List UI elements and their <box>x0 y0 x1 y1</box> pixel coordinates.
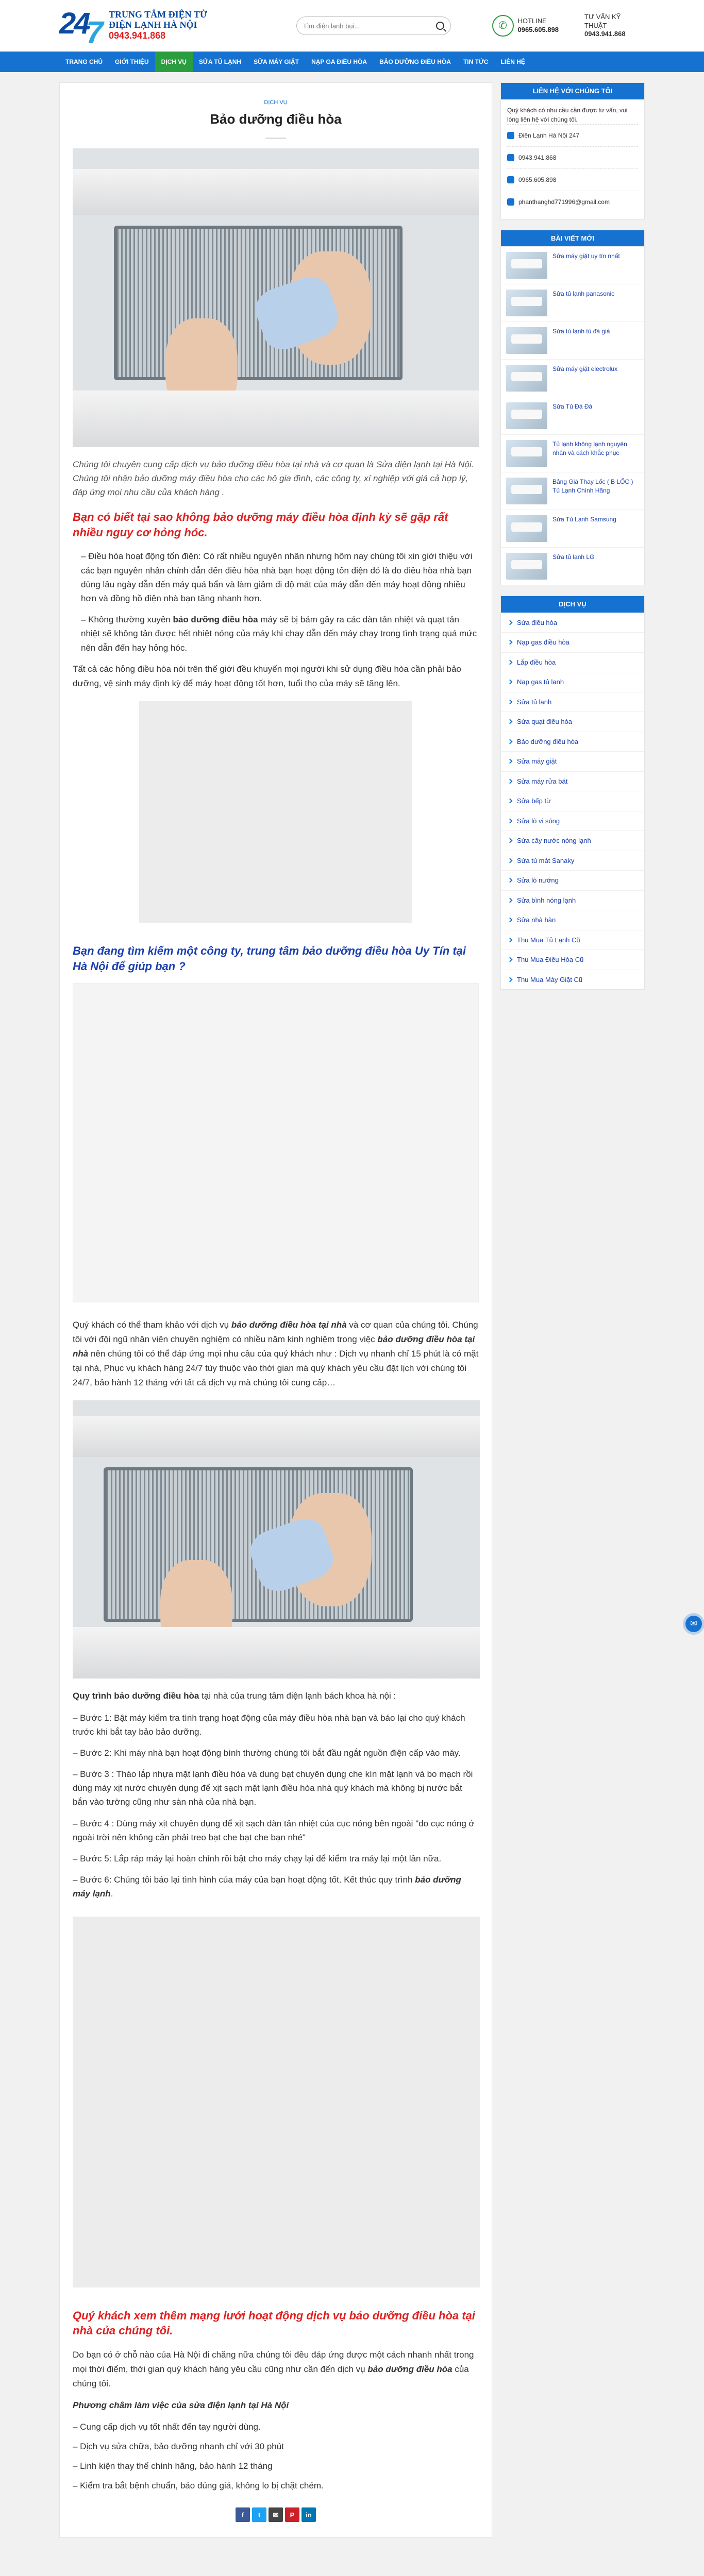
logo-line1: TRUNG TÂM ĐIỆN TỬ <box>109 9 208 20</box>
post-thumbnail <box>506 553 547 580</box>
motto-item: – Dịch vụ sửa chữa, bảo dưỡng nhanh chỉ với 30 phút <box>73 2442 284 2452</box>
bullet-1: – Điều hòa hoạt động tốn điện: Có rất nhiều nguyên nhân nhưng hôm nay chúng tôi xin giới thiệu với các bạn nguyên nhân chính dẫn đến điều hòa nhà bạn hoạt động tốn điện đó là do điều hòa nhà bạn dùng lâu ngày dẫn đến máy quá bẩn và làm giảm đi độ mát của máy dẫn đến máy hoạt động nhiều hơn và đồng hồ điện nhà bạn tăng nhanh hơn. <box>81 551 473 603</box>
service-item[interactable] <box>501 950 644 970</box>
category-link[interactable]: DỊCH VỤ <box>264 99 288 106</box>
contact-description: Quý khách có nhu cầu cần được tư vấn, vui lòng liên hệ với chúng tôi. <box>507 106 628 123</box>
messenger-icon[interactable]: ✉ <box>685 1616 702 1632</box>
motto-item: – Kiểm tra bắt bệnh chuẩn, báo đúng giá, không lo bị chặt chém. <box>73 2481 324 2491</box>
recent-post-title[interactable]: Sửa Tủ Đá Đà <box>552 403 593 410</box>
nav-item-7[interactable]: TIN TỨC <box>463 58 489 65</box>
support-label: TƯ VẤN KỸ THUẬT <box>584 12 621 29</box>
chevron-right-icon <box>508 818 513 823</box>
chevron-right-icon <box>508 699 513 704</box>
nav-item-4[interactable]: SỬA MÁY GIẶT <box>254 58 299 65</box>
chevron-right-icon <box>508 620 513 625</box>
service-item[interactable] <box>501 751 644 771</box>
motto-heading: Phương châm làm việc của sửa điện lạnh tại Hà Nội <box>73 2400 289 2411</box>
contact-row-text: 0943.941.868 <box>518 154 557 161</box>
service-item[interactable] <box>501 711 644 732</box>
service-item-label: Sửa quạt điều hòa <box>517 718 573 725</box>
nav-item-2[interactable]: DỊCH VỤ <box>155 52 193 72</box>
motto-item: – Linh kiện thay thế chính hãng, bảo hành 12 tháng <box>73 2461 273 2471</box>
service-item[interactable] <box>501 791 644 811</box>
service-item-label: Nạp gas tủ lạnh <box>517 678 564 686</box>
recent-post-item[interactable] <box>501 246 644 284</box>
title-divider <box>265 138 286 139</box>
service-item-label: Sửa bếp từ <box>517 797 551 805</box>
chevron-right-icon <box>508 957 513 962</box>
pinterest-share-button[interactable]: P <box>285 2507 299 2522</box>
hotline-number[interactable]: 0965.605.898 <box>517 26 559 33</box>
chevron-right-icon <box>508 799 513 804</box>
post-thumbnail <box>506 515 547 542</box>
nav-item-5[interactable]: NẠP GA ĐIỀU HÒA <box>311 58 367 65</box>
service-item-label: Sửa lò vi sóng <box>517 817 560 825</box>
chevron-right-icon <box>508 918 513 923</box>
service-item-label: Sửa bình nóng lạnh <box>517 896 576 904</box>
chevron-right-icon <box>508 659 513 665</box>
nav-item-0[interactable]: TRANG CHỦ <box>65 58 103 65</box>
post-thumbnail <box>506 252 547 279</box>
site-logo[interactable] <box>59 5 214 49</box>
recent-post-title[interactable]: Bảng Giá Thay Lốc ( B LỐC ) Tủ Lạnh Chính Hãng <box>552 478 633 494</box>
chevron-right-icon <box>508 719 513 724</box>
chevron-right-icon <box>508 937 513 942</box>
chevron-right-icon <box>508 680 513 685</box>
motto-list <box>73 2420 479 2493</box>
service-item[interactable] <box>501 672 644 692</box>
services-widget <box>500 596 645 990</box>
hotline-block <box>492 15 559 37</box>
linkedin-share-button[interactable]: in <box>301 2507 316 2522</box>
recent-post-title[interactable]: Sửa máy giặt electrolux <box>552 365 618 372</box>
service-item[interactable] <box>501 870 644 890</box>
process-intro: Quy trình bảo dưỡng điều hòa tại nhà của trung tâm điện lạnh bách khoa hà nội : <box>73 1691 396 1701</box>
chevron-right-icon <box>508 897 513 903</box>
facebook-share-button[interactable]: f <box>236 2507 250 2522</box>
contact-info-icon <box>507 154 514 161</box>
contact-info-icon <box>507 132 514 139</box>
chevron-right-icon <box>508 640 513 645</box>
recent-post-item[interactable] <box>501 547 644 585</box>
nav-item-1[interactable]: GIỚI THIỆU <box>115 58 149 65</box>
post-thumbnail <box>506 402 547 429</box>
bullet-2: – Không thường xuyên bảo dưỡng điều hòa máy sẽ bị bám gây ra các dàn tản nhiệt và quạt tản nhiệt sẽ không tản được hết nhiệt nóng của máy khi chạy dẫn đến máy chạy trong tình trạng quá mức nên dẫn đến hay hỏng hóc. <box>81 615 477 653</box>
service-item[interactable] <box>501 632 644 652</box>
service-item[interactable] <box>501 771 644 791</box>
service-item-label: Sửa tủ lạnh <box>517 698 552 706</box>
process-steps <box>73 1711 479 1901</box>
service-item-label: Thu Mua Điều Hòa Cũ <box>517 956 584 963</box>
nav-item-6[interactable]: BẢO DƯỠNG ĐIỀU HÒA <box>379 58 451 65</box>
chevron-right-icon <box>508 739 513 744</box>
site-header <box>0 0 704 52</box>
service-item[interactable] <box>501 910 644 930</box>
article-image-2 <box>73 1400 480 1679</box>
recent-post-item[interactable] <box>501 321 644 359</box>
recent-post-title[interactable]: Sửa Tủ Lạnh Samsung <box>552 516 616 523</box>
service-item-label: Bảo dưỡng điều hòa <box>517 737 579 745</box>
recent-post-item[interactable] <box>501 434 644 472</box>
share-buttons <box>73 2507 479 2522</box>
recent-posts-title: BÀI VIẾT MỚI <box>501 230 644 247</box>
section-heading-1: Bạn có biết tại sao không bảo dưỡng máy điều hòa định kỳ sẽ gặp rất nhiều nguy cơ hỏng hóc. <box>73 511 448 539</box>
logo-phone: 0943.941.868 <box>109 30 166 41</box>
contact-row-text: 0965.605.898 <box>518 176 557 183</box>
recent-post-title[interactable]: Sửa tủ lạnh tủ đá giá <box>552 328 610 335</box>
image-caption: Chúng tôi chuyên cung cấp dịch vụ bảo dưỡng điều hòa tại nhà và cơ quan là Sửa điện lạnh tại Hà Nội. Chúng tôi nhận bảo dưỡng máy điều hòa cho các hộ gia đình, các công ty, xí nghiệp với giá cả hợp lý, đáp ứng mọi nhu cầu của khách hàng . <box>73 459 474 497</box>
service-item[interactable] <box>501 732 644 752</box>
contact-row[interactable] <box>507 124 638 146</box>
contact-row-text: phanthanghd771996@gmail.com <box>518 198 610 206</box>
search-box <box>296 16 451 35</box>
motto-item: – Cung cấp dịch vụ tốt nhất đến tay người dùng. <box>73 2422 261 2432</box>
search-icon[interactable] <box>436 22 444 30</box>
service-item-label: Sửa nhà hàn <box>517 916 556 924</box>
nav-item-8[interactable]: LIÊN HỆ <box>500 58 525 65</box>
service-item[interactable] <box>501 652 644 672</box>
logo-line2: ĐIỆN LẠNH HÀ NỘI <box>109 20 197 30</box>
chevron-right-icon <box>508 977 513 982</box>
service-item[interactable] <box>501 613 644 633</box>
article-image-1 <box>73 148 479 447</box>
post-thumbnail <box>506 327 547 354</box>
post-thumbnail <box>506 440 547 467</box>
chevron-right-icon <box>508 878 513 883</box>
section-heading-3: Quý khách xem thêm mạng lưới hoạt động dịch vụ bảo dưỡng điều hòa tại nhà của chúng tôi. <box>73 2309 475 2337</box>
email-share-button[interactable]: ✉ <box>269 2507 283 2522</box>
contact-row[interactable] <box>507 168 638 191</box>
recent-posts-widget <box>500 230 645 586</box>
recent-post-item[interactable] <box>501 359 644 397</box>
search-input[interactable] <box>303 22 436 30</box>
recent-post-title[interactable]: Tủ lạnh không lạnh nguyên nhân và cách khắc phục <box>552 440 627 456</box>
embedded-video-placeholder[interactable] <box>73 983 479 1302</box>
service-item[interactable] <box>501 692 644 712</box>
embedded-map-placeholder <box>139 701 412 923</box>
contact-widget <box>500 82 645 219</box>
recent-post-title[interactable]: Sửa máy giặt uy tín nhất <box>552 252 620 260</box>
service-item[interactable] <box>501 851 644 871</box>
contact-row[interactable] <box>507 191 638 213</box>
step-5: – Bước 5: Lắp ráp máy lại hoàn chỉnh rồi bật cho máy chạy lại để kiểm tra máy lại một lần nữa. <box>73 1854 442 1863</box>
service-item-label: Lắp điều hòa <box>517 658 556 666</box>
service-item-label: Sửa máy rửa bát <box>517 777 568 785</box>
main-nav <box>0 52 704 72</box>
chevron-right-icon <box>508 838 513 843</box>
service-item[interactable] <box>501 811 644 831</box>
twitter-share-button[interactable]: t <box>252 2507 266 2522</box>
sidebar <box>500 82 645 1000</box>
support-block <box>584 13 645 39</box>
step-2: – Bước 2: Khi máy nhà bạn hoạt động bình thường chúng tôi bắt đầu ngắt nguồn điện cấp vào máy. <box>73 1748 461 1758</box>
service-item[interactable] <box>501 930 644 950</box>
contact-info-icon <box>507 198 514 206</box>
paragraph-1: Tất cả các hỏng điều hòa nói trên thế giới đều khuyến mọi người khi sử dụng điều hòa cần phải bảo dưỡng, vệ sinh máy định kỳ để máy hoạt động tốt hơn, tuổi thọ của máy sẽ tăng lên. <box>73 664 461 688</box>
post-thumbnail <box>506 365 547 392</box>
post-thumbnail <box>506 290 547 316</box>
paragraph-2: Quý khách có thể tham khảo với dịch vụ bảo dưỡng điều hòa tại nhà và cơ quan của chúng tôi. Chúng tôi với đội ngũ nhân viên chuyên nghiệm có nhiều năm kinh nghiệm trong việc bảo dưỡng điều hòa tại nhà nên chúng tôi có thể đáp ứng mọi nhu cầu của quý khách như : Dịch vụ nhanh chỉ 15 phút là có mặt tại nhà, Phục vụ khách hàng 24/7 tùy thuộc vào thời gian mà quý khách yêu cầu đặt lịch với chúng tôi 24/7, bảo hành 12 tháng với tất cả dịch vụ mà chúng tôi cung cấp… <box>73 1320 479 1388</box>
chevron-right-icon <box>508 778 513 784</box>
service-item-label: Sửa điều hòa <box>517 618 558 626</box>
service-item-label: Sửa cây nước nóng lạnh <box>517 837 591 844</box>
chevron-right-icon <box>508 858 513 863</box>
recent-post-item[interactable] <box>501 397 644 434</box>
service-item[interactable] <box>501 831 644 851</box>
recent-post-title[interactable]: Sửa tủ lạnh LG <box>552 553 595 561</box>
contact-info-icon <box>507 176 514 183</box>
recent-post-item[interactable] <box>501 472 644 510</box>
embedded-network-map-placeholder <box>73 1917 480 2287</box>
post-thumbnail <box>506 478 547 504</box>
hotline-label: HOTLINE <box>517 17 547 25</box>
phone-icon: ✆ <box>492 15 514 37</box>
services-title: DỊCH VỤ <box>501 596 644 613</box>
article <box>59 82 492 2538</box>
section-heading-2: Bạn đang tìm kiếm một công ty, trung tâm bảo dưỡng điều hòa Uy Tín tại Hà Nội để giúp bạn ? <box>73 944 466 973</box>
service-item-label: Sửa máy giặt <box>517 757 557 765</box>
service-item-label: Sửa tủ mát Sanaky <box>517 856 575 865</box>
service-item-label: Thu Mua Tủ Lạnh Cũ <box>517 936 580 944</box>
page-title: Bảo dưỡng điều hòa <box>210 111 342 127</box>
step-4: – Bước 4 : Dùng máy xịt chuyên dụng để xịt sạch dàn tản nhiệt của cục nóng bên ngoài "do cục nóng ở ngoài trời nên không cần phải treo bạt che bạt che bạn nhé" <box>73 1818 475 1842</box>
paragraph-3: Do bạn có ở chỗ nào của Hà Nội đi chăng nữa chúng tôi đều đáp ứng được một cách nhanh nhất trong mọi thời điểm, thời gian quý khách hàng yêu cầu cũng như cần đến dịch vụ bảo dưỡng điều hòa của chúng tôi. <box>73 2349 474 2389</box>
recent-post-item[interactable] <box>501 510 644 547</box>
step-6: – Bước 6: Chúng tôi báo lại tình hình của máy của bạn hoạt động tốt. Kết thúc quy trình bảo dưỡng máy lạnh. <box>73 1875 461 1899</box>
step-3: – Bước 3 : Tháo lắp nhựa mặt lạnh điều hòa và dung bạt chuyên dụng che kín mặt lạnh và bo mạch rồi dùng máy xịt nước chuyên dụng để xịt sạch mặt lạnh điều hòa nhà quý khách mà không bị nước bắt bắn vào tường cũng như sàn nhà của nhà bạn. <box>73 1769 473 1807</box>
step-1: – Bước 1: Bật máy kiểm tra tình trạng hoạt động của máy điều hòa nhà bạn và báo lại cho quý khách trước khi bắt tay bảo bảo dưỡng. <box>73 1713 465 1737</box>
contact-widget-title: LIÊN HỆ VỚI CHÚNG TÔI <box>501 83 644 99</box>
service-item[interactable] <box>501 970 644 990</box>
nav-item-3[interactable]: SỬA TỦ LẠNH <box>198 58 242 65</box>
support-number[interactable]: 0943.941.868 <box>584 30 626 38</box>
logo-247-mark: 24 7 <box>59 7 104 49</box>
service-item[interactable] <box>501 890 644 910</box>
contact-row[interactable] <box>507 146 638 168</box>
recent-post-title[interactable]: Sửa tủ lạnh panasonic <box>552 290 615 297</box>
service-item-label: Sửa lò nướng <box>517 876 559 884</box>
service-item-label: Thu Mua Máy Giặt Cũ <box>517 975 583 984</box>
service-item-label: Nạp gas điều hòa <box>517 638 569 646</box>
recent-post-item[interactable] <box>501 284 644 321</box>
chevron-right-icon <box>508 759 513 764</box>
contact-row-text: Điện Lạnh Hà Nội 247 <box>518 131 580 139</box>
